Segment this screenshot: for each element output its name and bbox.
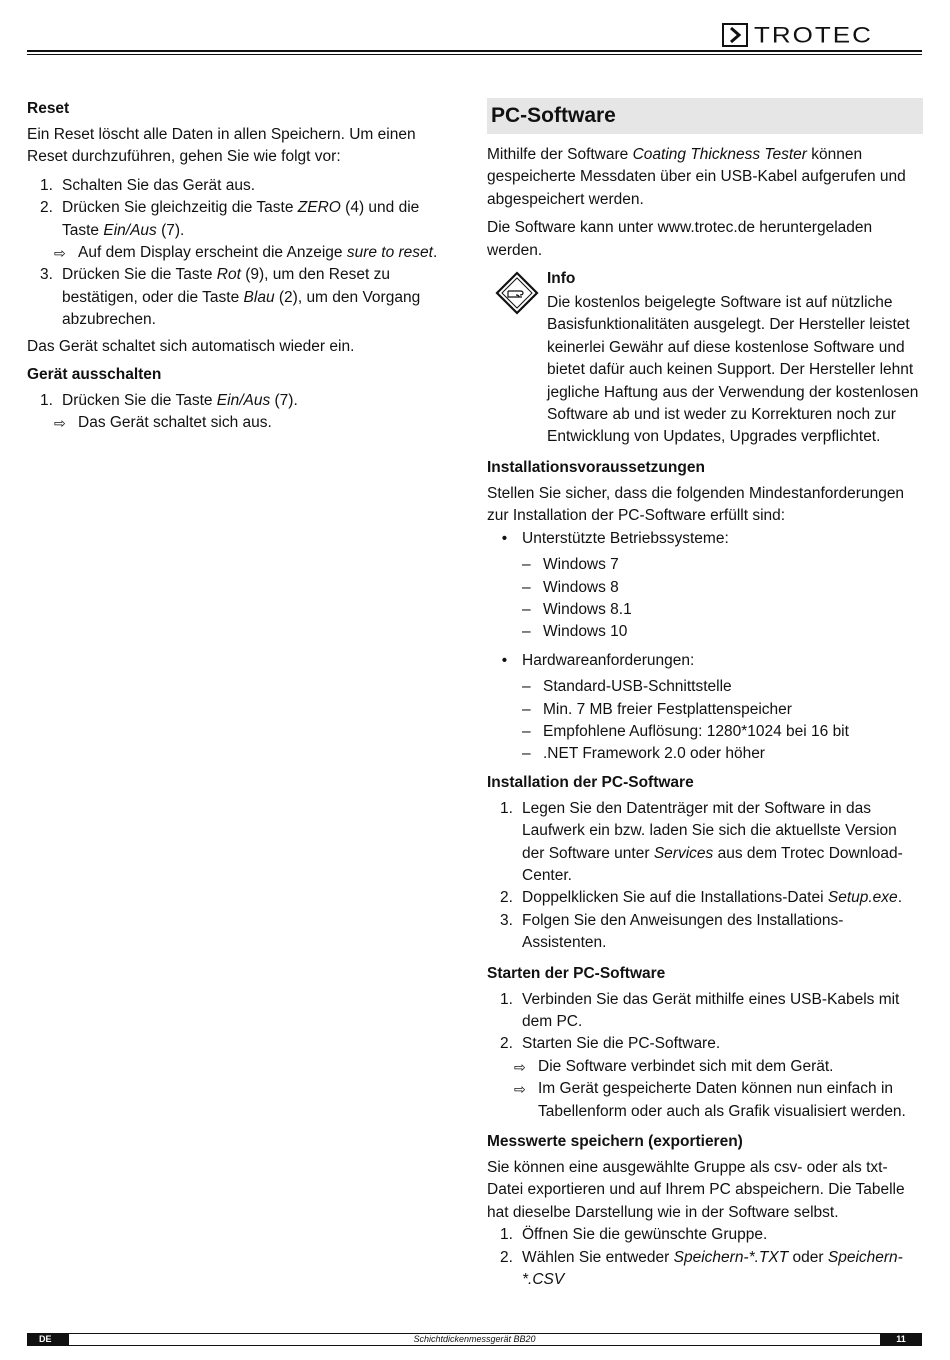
bullet-marker: • (501, 651, 508, 669)
arrow-right-icon: ⇨ (514, 1058, 526, 1075)
list-item: – Windows 7 (522, 556, 619, 574)
step-text: Verbinden Sie das Gerät mithilfe eines USB-Kabels mit dem PC. (522, 990, 900, 1030)
step-number: 1. (40, 176, 53, 194)
info-text: Die kostenlos beigelegte Software ist auf nützliche Basisfunktionalitäten ausgelegt. Der Hersteller leistet keinerlei Gewähr auf diese kostenlose Software und bietet dafür auch keinen Support. Der Hersteller lehnt jegliche Haftung aus der Verwendung der kostenlosen Software ab und ist weder zu Korrekturen noch zur Entwicklung von Updates, Upgrades verpflichtet. (547, 294, 919, 446)
save-heading: Messwerte speichern (exportieren) (487, 1133, 743, 1151)
list-item (487, 1033, 923, 1055)
header-rule-thin (27, 54, 922, 55)
reset-intro: Ein Reset löscht alle Daten in allen Speichern. Um einen Reset durchzuführen, gehen Sie wie folgt vor: (27, 126, 416, 166)
download-note: Die Software kann unter www.trotec.de heruntergeladen werden. (487, 219, 873, 259)
page-footer (27, 1333, 922, 1346)
list-item: – Windows 10 (522, 623, 628, 641)
step-number: 3. (500, 911, 513, 929)
result-line: ⇨ Die Software verbindet sich mit dem Gerät. (487, 1056, 923, 1078)
start-heading: Starten der PC-Software (487, 964, 666, 982)
list-item (487, 910, 923, 955)
info-box (487, 268, 923, 449)
requirements-intro: Stellen Sie sicher, dass die folgenden Mindestanforderungen zur Installation der PC-Software erfüllt sind: (487, 484, 905, 525)
right-column (487, 98, 923, 1291)
list-item (487, 989, 923, 1034)
list-item (487, 887, 923, 909)
software-intro: Mithilfe der Software Coating Thickness Tester können gespeicherte Messdaten über ein USB-Kabel aufgerufen und abgespeichert werden. (487, 146, 906, 208)
step-number: 1. (500, 799, 513, 817)
step-number: 1. (40, 392, 53, 410)
info-hand-icon (487, 268, 547, 449)
language-badge: DE (27, 1333, 69, 1346)
install-heading: Installation der PC-Software (487, 773, 694, 791)
off-heading: Gerät ausschalten (27, 366, 162, 384)
step-text: Starten Sie die PC-Software. (522, 1035, 721, 1053)
bullet-marker: • (501, 529, 508, 547)
reset-steps (27, 175, 457, 332)
step-number: 1. (500, 990, 513, 1008)
result-line: ⇨ Auf dem Display erscheint die Anzeige sure to reset. (27, 242, 457, 264)
step-text: Legen Sie den Datenträger mit der Software in das Laufwerk ein bzw. laden Sie sich die aktuellste Version der Software unter Services aus dem Trotec Download-Center. (522, 799, 903, 884)
requirements-heading: Installationsvoraussetzungen (487, 458, 705, 476)
trotec-logo (722, 22, 873, 48)
footer-title: Schichtdickenmessgerät BB20 (69, 1333, 880, 1346)
list-item (27, 197, 457, 242)
list-item (27, 390, 457, 412)
bullet-item: • Unterstützte Betriebssysteme: (487, 528, 923, 550)
step-number: 3. (40, 266, 53, 284)
list-item: – .NET Framework 2.0 oder höher (522, 745, 765, 763)
step-text: Drücken Sie die Taste Rot (9), um den Reset zu bestätigen, oder die Taste Blau (2), um den Vorgang abzubrechen. (62, 266, 421, 329)
step-text: Drücken Sie gleichzeitig die Taste ZERO (4) und die Taste Ein/Aus (7). (62, 199, 420, 239)
reset-heading: Reset (27, 100, 70, 117)
step-number: 2. (500, 1035, 513, 1053)
list-item: – Windows 8.1 (522, 600, 632, 618)
step-number: 1. (500, 1226, 513, 1244)
list-item (487, 1224, 923, 1246)
list-item: – Standard-USB-Schnittstelle (522, 678, 732, 696)
bullet-item: • Hardwareanforderungen: (487, 650, 923, 672)
list-item (487, 1247, 923, 1292)
step-text: Doppelklicken Sie auf die Installations-Datei Setup.exe. (522, 889, 902, 907)
step-text: Öffnen Sie die gewünschte Gruppe. (522, 1226, 768, 1244)
step-text: Schalten Sie das Gerät aus. (62, 176, 256, 194)
list-item: – Empfohlene Auflösung: 1280*1024 bei 16 bit (522, 722, 849, 740)
list-item (27, 264, 457, 331)
list-item (27, 175, 457, 197)
arrow-right-icon: ⇨ (54, 415, 66, 432)
reset-after: Das Gerät schaltet sich automatisch wieder ein. (27, 337, 355, 355)
arrow-right-icon: ⇨ (54, 245, 66, 262)
arrow-right-icon: ⇨ (514, 1081, 526, 1098)
step-number: 2. (40, 199, 53, 217)
list-item: – Windows 8 (522, 578, 619, 596)
os-list (487, 554, 923, 644)
list-item: – Min. 7 MB freier Festplattenspeicher (522, 700, 792, 718)
page-number: 11 (880, 1333, 922, 1346)
step-text: Wählen Sie entweder Speichern-*.TXT oder Speichern-*.CSV (522, 1248, 903, 1289)
chevron-right-icon (722, 23, 748, 47)
result-line: ⇨ Im Gerät gespeicherte Daten können nun einfach in Tabellenform oder auch als Grafik visualisiert werden. (487, 1078, 923, 1123)
result-line: ⇨ Das Gerät schaltet sich aus. (27, 412, 457, 434)
save-intro: Sie können eine ausgewählte Gruppe als csv- oder als txt-Datei exportieren und auf Ihrem PC abspeichern. Die Tabelle hat dieselbe Darstellung wie in der Software selbst. (487, 1159, 905, 1221)
header-rule (27, 50, 922, 52)
list-item (487, 798, 923, 888)
step-text: Folgen Sie den Anweisungen des Installations-Assistenten. (522, 911, 844, 952)
step-text: Drücken Sie die Taste Ein/Aus (7). (62, 392, 298, 410)
step-number: 2. (500, 889, 513, 907)
brand-name: TROTEC (754, 22, 873, 48)
info-title: Info (547, 270, 576, 288)
hardware-list (487, 676, 923, 766)
step-number: 2. (500, 1248, 513, 1266)
left-column (27, 98, 457, 435)
section-title: PC-Software (487, 98, 923, 134)
